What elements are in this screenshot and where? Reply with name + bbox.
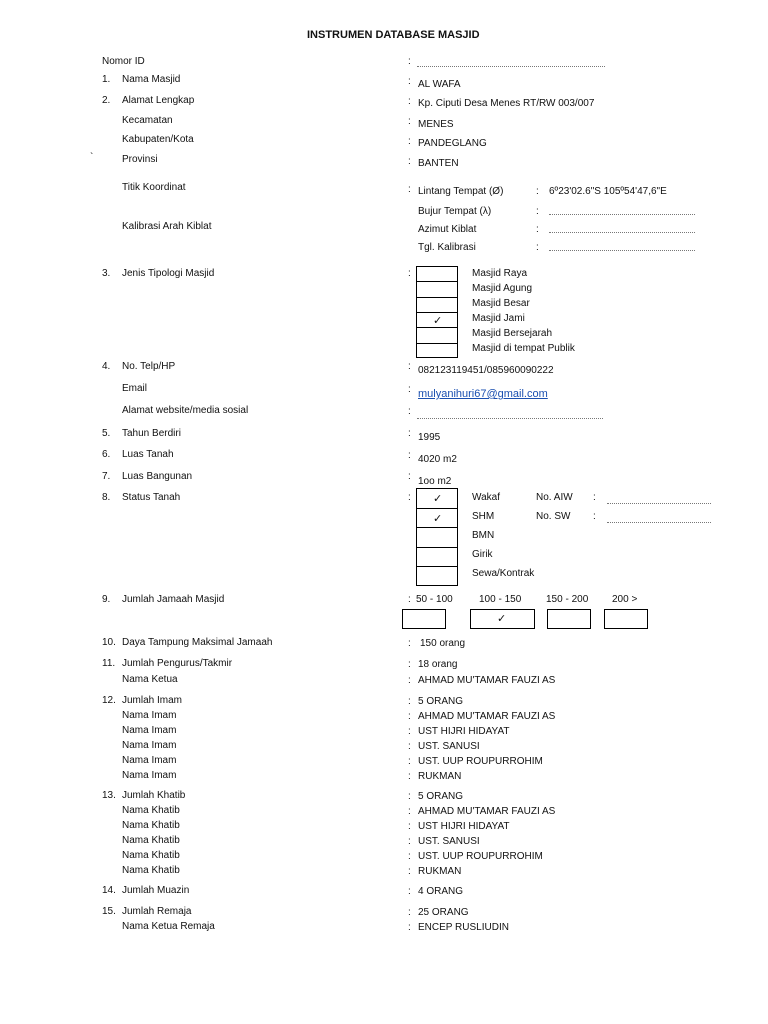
label-nama-imam: Nama Imam <box>122 710 177 721</box>
label-bujur: Bujur Tempat (λ) <box>418 206 492 217</box>
value-nama-khatib: AHMAD MU'TAMAR FAUZI AS <box>418 806 556 817</box>
tipologi-checkbox[interactable] <box>417 298 457 313</box>
value-tahun: 1995 <box>418 432 441 443</box>
jamaah-checkbox[interactable] <box>402 609 446 629</box>
check-icon: ✓ <box>497 613 507 625</box>
num-11: 11. <box>102 658 116 669</box>
tipologi-checkbox[interactable] <box>417 313 457 328</box>
colon: : <box>408 907 411 918</box>
colon: : <box>408 726 411 737</box>
label-kabupaten: Kabupaten/Kota <box>122 134 194 145</box>
num-2: 2. <box>102 95 111 106</box>
value-nama-ketua: AHMAD MU'TAMAR FAUZI AS <box>418 675 556 686</box>
label-no-sw: No. SW <box>536 511 571 522</box>
label-telp: No. Telp/HP <box>122 361 176 372</box>
colon: : <box>408 851 411 862</box>
colon: : <box>408 771 411 782</box>
colon: : <box>408 492 411 503</box>
colon: : <box>408 136 411 147</box>
value-nama-masjid: AL WAFA <box>418 79 461 90</box>
value-jumlah-imam: 5 ORANG <box>418 696 464 707</box>
colon: : <box>408 675 411 686</box>
label-kecamatan: Kecamatan <box>122 115 173 126</box>
num-13: 13. <box>102 790 116 801</box>
label-nama-imam: Nama Imam <box>122 755 177 766</box>
label-daya: Daya Tampung Maksimal Jamaah <box>122 637 273 648</box>
colon: : <box>408 791 411 802</box>
value-daya: 150 orang <box>420 638 466 649</box>
status-checkbox[interactable] <box>417 548 457 568</box>
label-provinsi: Provinsi <box>122 154 158 165</box>
status-checkbox[interactable] <box>417 567 457 587</box>
colon: : <box>408 756 411 767</box>
label-remaja: Jumlah Remaja <box>122 906 192 917</box>
label-luas-tanah: Luas Tanah <box>122 449 174 460</box>
num-14: 14. <box>102 885 116 896</box>
status-checkbox[interactable] <box>417 489 457 509</box>
tipologi-checkbox[interactable] <box>417 328 457 343</box>
label-lintang: Lintang Tempat (Ø) <box>418 186 504 197</box>
no-aiw-field[interactable] <box>607 503 711 504</box>
status-checkbox-column <box>416 488 458 586</box>
label-jumlah-imam: Jumlah Imam <box>122 695 183 706</box>
colon: : <box>593 511 596 522</box>
colon: : <box>536 224 539 235</box>
value-nama-imam: RUKMAN <box>418 771 462 782</box>
value-kecamatan: MENES <box>418 119 454 130</box>
label-no-aiw: No. AIW <box>536 492 573 503</box>
value-nama-imam: UST. UUP ROUPURROHIM <box>418 756 543 767</box>
tgl-kalibrasi-field[interactable] <box>549 250 695 251</box>
colon: : <box>408 184 411 195</box>
colon: : <box>408 76 411 87</box>
colon: : <box>408 886 411 897</box>
num-10: 10. <box>102 637 116 648</box>
label-alamat: Alamat Lengkap <box>122 95 195 106</box>
label-nama-imam: Nama Imam <box>122 740 177 751</box>
colon: : <box>408 156 411 167</box>
num-5: 5. <box>102 428 111 439</box>
jamaah-option-label: 100 - 150 <box>479 594 522 605</box>
label-titik-koordinat: Titik Koordinat <box>122 182 186 193</box>
colon: : <box>408 806 411 817</box>
value-luas-tanah: 4020 m2 <box>418 454 457 465</box>
label-pengurus: Jumlah Pengurus/Takmir <box>122 658 233 669</box>
colon: : <box>536 242 539 253</box>
label-tahun: Tahun Berdiri <box>122 428 181 439</box>
value-ketua-remaja: ENCEP RUSLIUDIN <box>418 922 509 933</box>
label-kalibrasi: Kalibrasi Arah Kiblat <box>122 221 212 232</box>
value-lintang: 6º23'02.6"S 105º54'47,6"E <box>549 186 667 197</box>
colon: : <box>408 922 411 933</box>
status-option-label: Girik <box>472 549 493 560</box>
tipologi-checkbox[interactable] <box>417 344 457 359</box>
value-nama-khatib: UST. UUP ROUPURROHIM <box>418 851 543 862</box>
colon: : <box>408 450 411 461</box>
tipologi-option-label: Masjid Bersejarah <box>472 328 553 339</box>
colon: : <box>536 206 539 217</box>
colon: : <box>408 696 411 707</box>
label-azimut: Azimut Kiblat <box>418 224 477 235</box>
tipologi-checkbox-column <box>416 266 458 358</box>
check-icon: ✓ <box>433 314 443 327</box>
status-option-label: BMN <box>472 530 495 541</box>
check-icon: ✓ <box>433 512 443 525</box>
label-tipologi: Jenis Tipologi Masjid <box>122 268 215 279</box>
no-sw-field[interactable] <box>607 522 711 523</box>
azimut-field[interactable] <box>549 232 695 233</box>
value-luas-bangunan: 1oo m2 <box>418 476 452 487</box>
colon: : <box>408 741 411 752</box>
status-option-label: Wakaf <box>472 492 500 503</box>
num-15: 15. <box>102 906 116 917</box>
num-6: 6. <box>102 449 111 460</box>
label-nomor-id: Nomor ID <box>102 56 145 67</box>
value-kabupaten: PANDEGLANG <box>418 138 487 149</box>
jamaah-checkbox[interactable] <box>470 609 535 629</box>
label-nama-imam: Nama Imam <box>122 725 177 736</box>
label-jamaah: Jumlah Jamaah Masjid <box>122 594 225 605</box>
value-telp: 082123119451/085960090222 <box>418 365 554 376</box>
num-8: 8. <box>102 492 111 503</box>
label-nama-khatib: Nama Khatib <box>122 865 180 876</box>
tipologi-option-label: Masjid Jami <box>472 313 525 324</box>
colon: : <box>408 56 411 67</box>
colon: : <box>408 821 411 832</box>
status-checkbox[interactable] <box>417 509 457 529</box>
status-checkbox[interactable] <box>417 528 457 548</box>
page-title: INSTRUMEN DATABASE MASJID <box>307 29 480 41</box>
label-nama-khatib: Nama Khatib <box>122 820 180 831</box>
bujur-field[interactable] <box>549 214 695 215</box>
tipologi-option-label: Masjid Agung <box>472 283 533 294</box>
value-nama-imam: UST. SANUSI <box>418 741 480 752</box>
tipologi-option-label: Masjid Raya <box>472 268 528 279</box>
status-option-label: SHM <box>472 511 495 522</box>
tipologi-checkbox[interactable] <box>417 282 457 297</box>
label-nama-khatib: Nama Khatib <box>122 835 180 846</box>
status-option-label: Sewa/Kontrak <box>472 568 535 579</box>
label-tgl-kalibrasi: Tgl. Kalibrasi <box>418 242 476 253</box>
label-nama-khatib: Nama Khatib <box>122 805 180 816</box>
value-nama-imam: AHMAD MU'TAMAR FAUZI AS <box>418 711 556 722</box>
colon: : <box>536 186 539 197</box>
tipologi-option-label: Masjid di tempat Publik <box>472 343 575 354</box>
label-nama-khatib: Nama Khatib <box>122 850 180 861</box>
num-7: 7. <box>102 471 111 482</box>
website-field[interactable] <box>417 418 603 419</box>
tipologi-checkbox[interactable] <box>417 267 457 282</box>
colon: : <box>408 384 411 395</box>
label-nama-ketua: Nama Ketua <box>122 674 178 685</box>
value-remaja: 25 ORANG <box>418 907 469 918</box>
label-nama-imam: Nama Imam <box>122 770 177 781</box>
colon: : <box>408 638 411 649</box>
colon: : <box>408 116 411 127</box>
label-luas-bangunan: Luas Bangunan <box>122 471 193 482</box>
value-muazin: 4 ORANG <box>418 886 464 897</box>
num-1: 1. <box>102 74 111 85</box>
jamaah-option-label: 50 - 100 <box>416 594 453 605</box>
colon: : <box>408 659 411 670</box>
colon: : <box>408 594 411 605</box>
email-link[interactable]: mulyanihuri67@gmail.com <box>418 388 548 400</box>
label-ketua-remaja: Nama Ketua Remaja <box>122 921 215 932</box>
jamaah-checkbox[interactable] <box>547 609 591 629</box>
colon: : <box>408 866 411 877</box>
num-4: 4. <box>102 361 111 372</box>
value-provinsi: BANTEN <box>418 158 459 169</box>
label-muazin: Jumlah Muazin <box>122 885 190 896</box>
colon: : <box>408 428 411 439</box>
num-12: 12. <box>102 695 116 706</box>
colon: : <box>408 471 411 482</box>
nomor-id-field[interactable] <box>417 66 605 67</box>
jamaah-option-label: 150 - 200 <box>546 594 589 605</box>
colon: : <box>408 96 411 107</box>
colon: : <box>408 711 411 722</box>
value-jumlah-khatib: 5 ORANG <box>418 791 464 802</box>
value-nama-imam: UST HIJRI HIDAYAT <box>418 726 510 737</box>
label-status-tanah: Status Tanah <box>122 492 181 503</box>
value-nama-khatib: UST HIJRI HIDAYAT <box>418 821 510 832</box>
value-pengurus: 18 orang <box>418 659 458 670</box>
num-3: 3. <box>102 268 111 279</box>
stray-mark: ` <box>90 152 94 163</box>
check-icon: ✓ <box>433 493 443 505</box>
label-email: Email <box>122 383 148 394</box>
jamaah-option-label: 200 > <box>612 594 638 605</box>
label-nama-masjid: Nama Masjid <box>122 74 181 85</box>
tipologi-option-label: Masjid Besar <box>472 298 530 309</box>
jamaah-checkbox[interactable] <box>604 609 648 629</box>
colon: : <box>408 836 411 847</box>
num-9: 9. <box>102 594 111 605</box>
label-jumlah-khatib: Jumlah Khatib <box>122 790 186 801</box>
value-nama-khatib: RUKMAN <box>418 866 462 877</box>
colon: : <box>408 406 411 417</box>
label-website: Alamat website/media sosial <box>122 405 249 416</box>
value-alamat: Kp. Ciputi Desa Menes RT/RW 003/007 <box>418 98 595 109</box>
colon: : <box>408 268 411 279</box>
value-nama-khatib: UST. SANUSI <box>418 836 480 847</box>
colon: : <box>408 361 411 372</box>
colon: : <box>593 492 596 503</box>
